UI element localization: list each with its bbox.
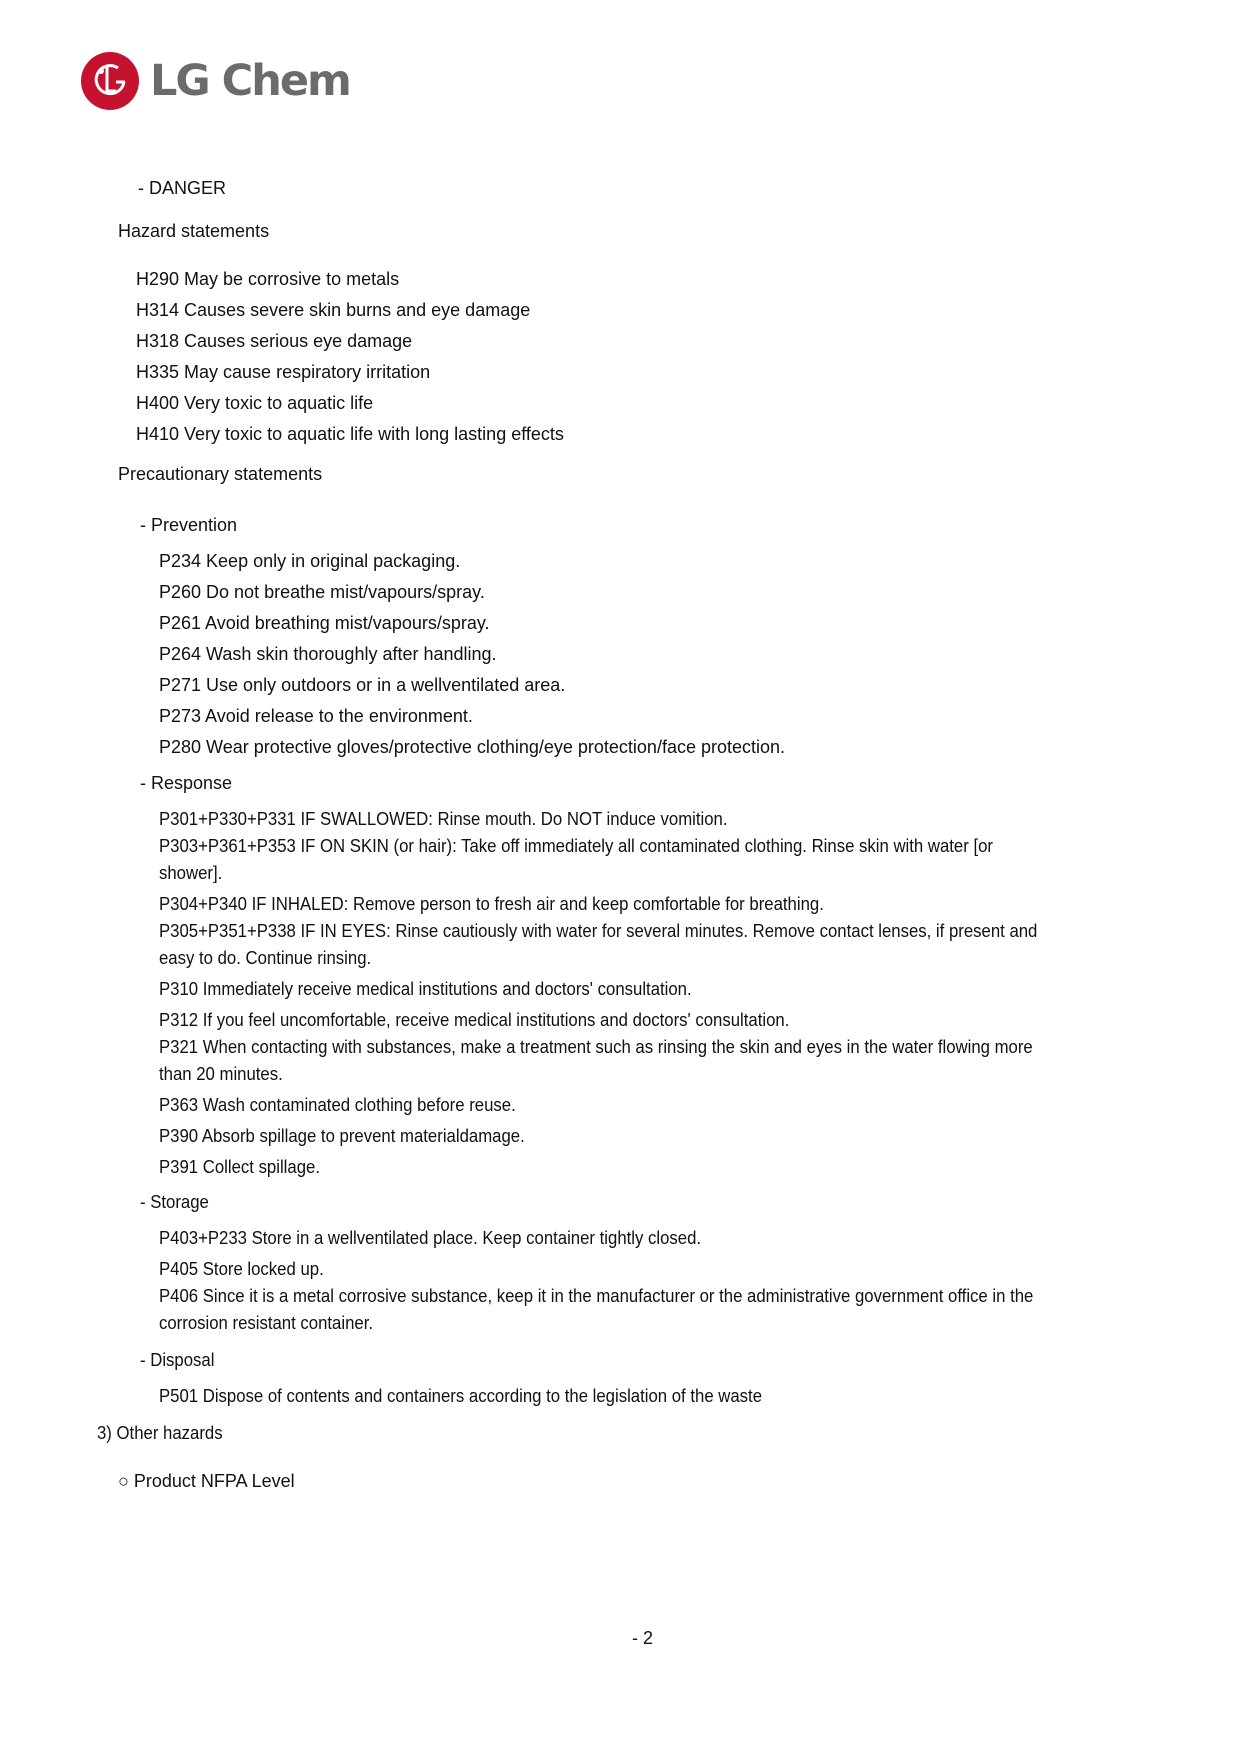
storage-subheading [140,1191,214,1213]
response-statement [159,1125,552,1147]
logo-text: LG Chem [150,55,350,106]
response-statement [159,1009,837,1031]
disposal-label: - Disposal [140,1350,215,1370]
storage-label: - Storage [140,1192,209,1212]
hazard-statement: H318 Causes serious eye damage [136,331,413,351]
prevention-subheading: - Prevention [140,515,238,535]
prevention-statement: P264 Wash skin thoroughly after handling. [159,644,497,664]
company-logo [80,50,350,112]
response-text: P303+P361+P353 IF ON SKIN (or hair): Take off immediately all contaminated clothing. Rinse skin with water [or [159,836,993,856]
response-text: P321 When contacting with substances, make a treatment such as rinsing the skin and eyes in the water flowing more [159,1037,1033,1057]
storage-text: P405 Store locked up. [159,1259,324,1279]
page-number: - 2 [631,1628,653,1648]
storage-statement [159,1285,1099,1307]
signal-word: - DANGER [138,178,227,198]
disposal-subheading [140,1349,220,1371]
response-statement [159,1156,332,1178]
storage-statement [159,1227,742,1249]
disposal-text: P501 Dispose of contents and containers according to the legislation of the waste [159,1386,763,1406]
response-text: P363 Wash contaminated clothing before reuse. [159,1095,516,1115]
prevention-statement: P271 Use only outdoors or in a wellventilated area. [159,675,566,695]
response-statement-cont [159,947,387,969]
response-text: P304+P340 IF INHALED: Remove person to fresh air and keep comfortable for breathing. [159,894,824,914]
precautionary-statements-heading: Precautionary statements [118,464,323,484]
response-statement [159,835,1056,857]
response-statement [159,893,874,915]
prevention-statement: P280 Wear protective gloves/protective clothing/eye protection/face protection. [159,737,786,757]
response-text: shower]. [159,863,223,883]
storage-text: corrosion resistant container. [159,1313,374,1333]
response-statement [159,1036,1099,1058]
response-text: P305+P351+P338 IF IN EYES: Rinse cautiously with water for several minutes. Remove contact lenses, if present and [159,921,1038,941]
storage-statement [159,1258,336,1280]
response-statement-cont [159,862,227,884]
response-text: P391 Collect spillage. [159,1157,320,1177]
prevention-statement: P261 Avoid breathing mist/vapours/spray. [159,613,490,633]
response-text: easy to do. Continue rinsing. [159,948,372,968]
other-hazards-heading [97,1422,232,1444]
response-statement [159,920,1103,942]
response-subheading: - Response [140,773,233,793]
disposal-statement [159,1385,807,1407]
prevention-statement: P260 Do not breathe mist/vapours/spray. [159,582,485,602]
response-text: P301+P330+P331 IF SWALLOWED: Rinse mouth. Do NOT induce vomition. [159,809,728,829]
other-hazards-title: 3) Other hazards [97,1423,223,1443]
hazard-statement: H410 Very toxic to aquatic life with long lasting effects [136,424,564,444]
response-statement [159,1094,543,1116]
lg-face-icon [80,51,140,111]
response-statement-cont [159,1063,292,1085]
response-statement [159,808,770,830]
storage-statement-cont [159,1312,389,1334]
response-statement [159,978,732,1000]
nfpa-level-label: ○ Product NFPA Level [118,1471,295,1491]
storage-text: P403+P233 Store in a wellventilated place. Keep container tightly closed. [159,1228,702,1248]
hazard-statement: H400 Very toxic to aquatic life [136,393,374,413]
prevention-statement: P273 Avoid release to the environment. [159,706,473,726]
hazard-statement: H335 May cause respiratory irritation [136,362,431,382]
response-text: P390 Absorb spillage to prevent materialdamage. [159,1126,525,1146]
response-text: than 20 minutes. [159,1064,283,1084]
hazard-statement: H290 May be corrosive to metals [136,269,400,289]
response-text: P310 Immediately receive medical institutions and doctors' consultation. [159,979,692,999]
hazard-statements-heading: Hazard statements [118,221,270,241]
response-text: P312 If you feel uncomfortable, receive medical institutions and doctors' consultation. [159,1010,790,1030]
prevention-statement: P234 Keep only in original packaging. [159,551,461,571]
hazard-statement: H314 Causes severe skin burns and eye damage [136,300,531,320]
storage-text: P406 Since it is a metal corrosive substance, keep it in the manufacturer or the administrative government office in the [159,1286,1034,1306]
